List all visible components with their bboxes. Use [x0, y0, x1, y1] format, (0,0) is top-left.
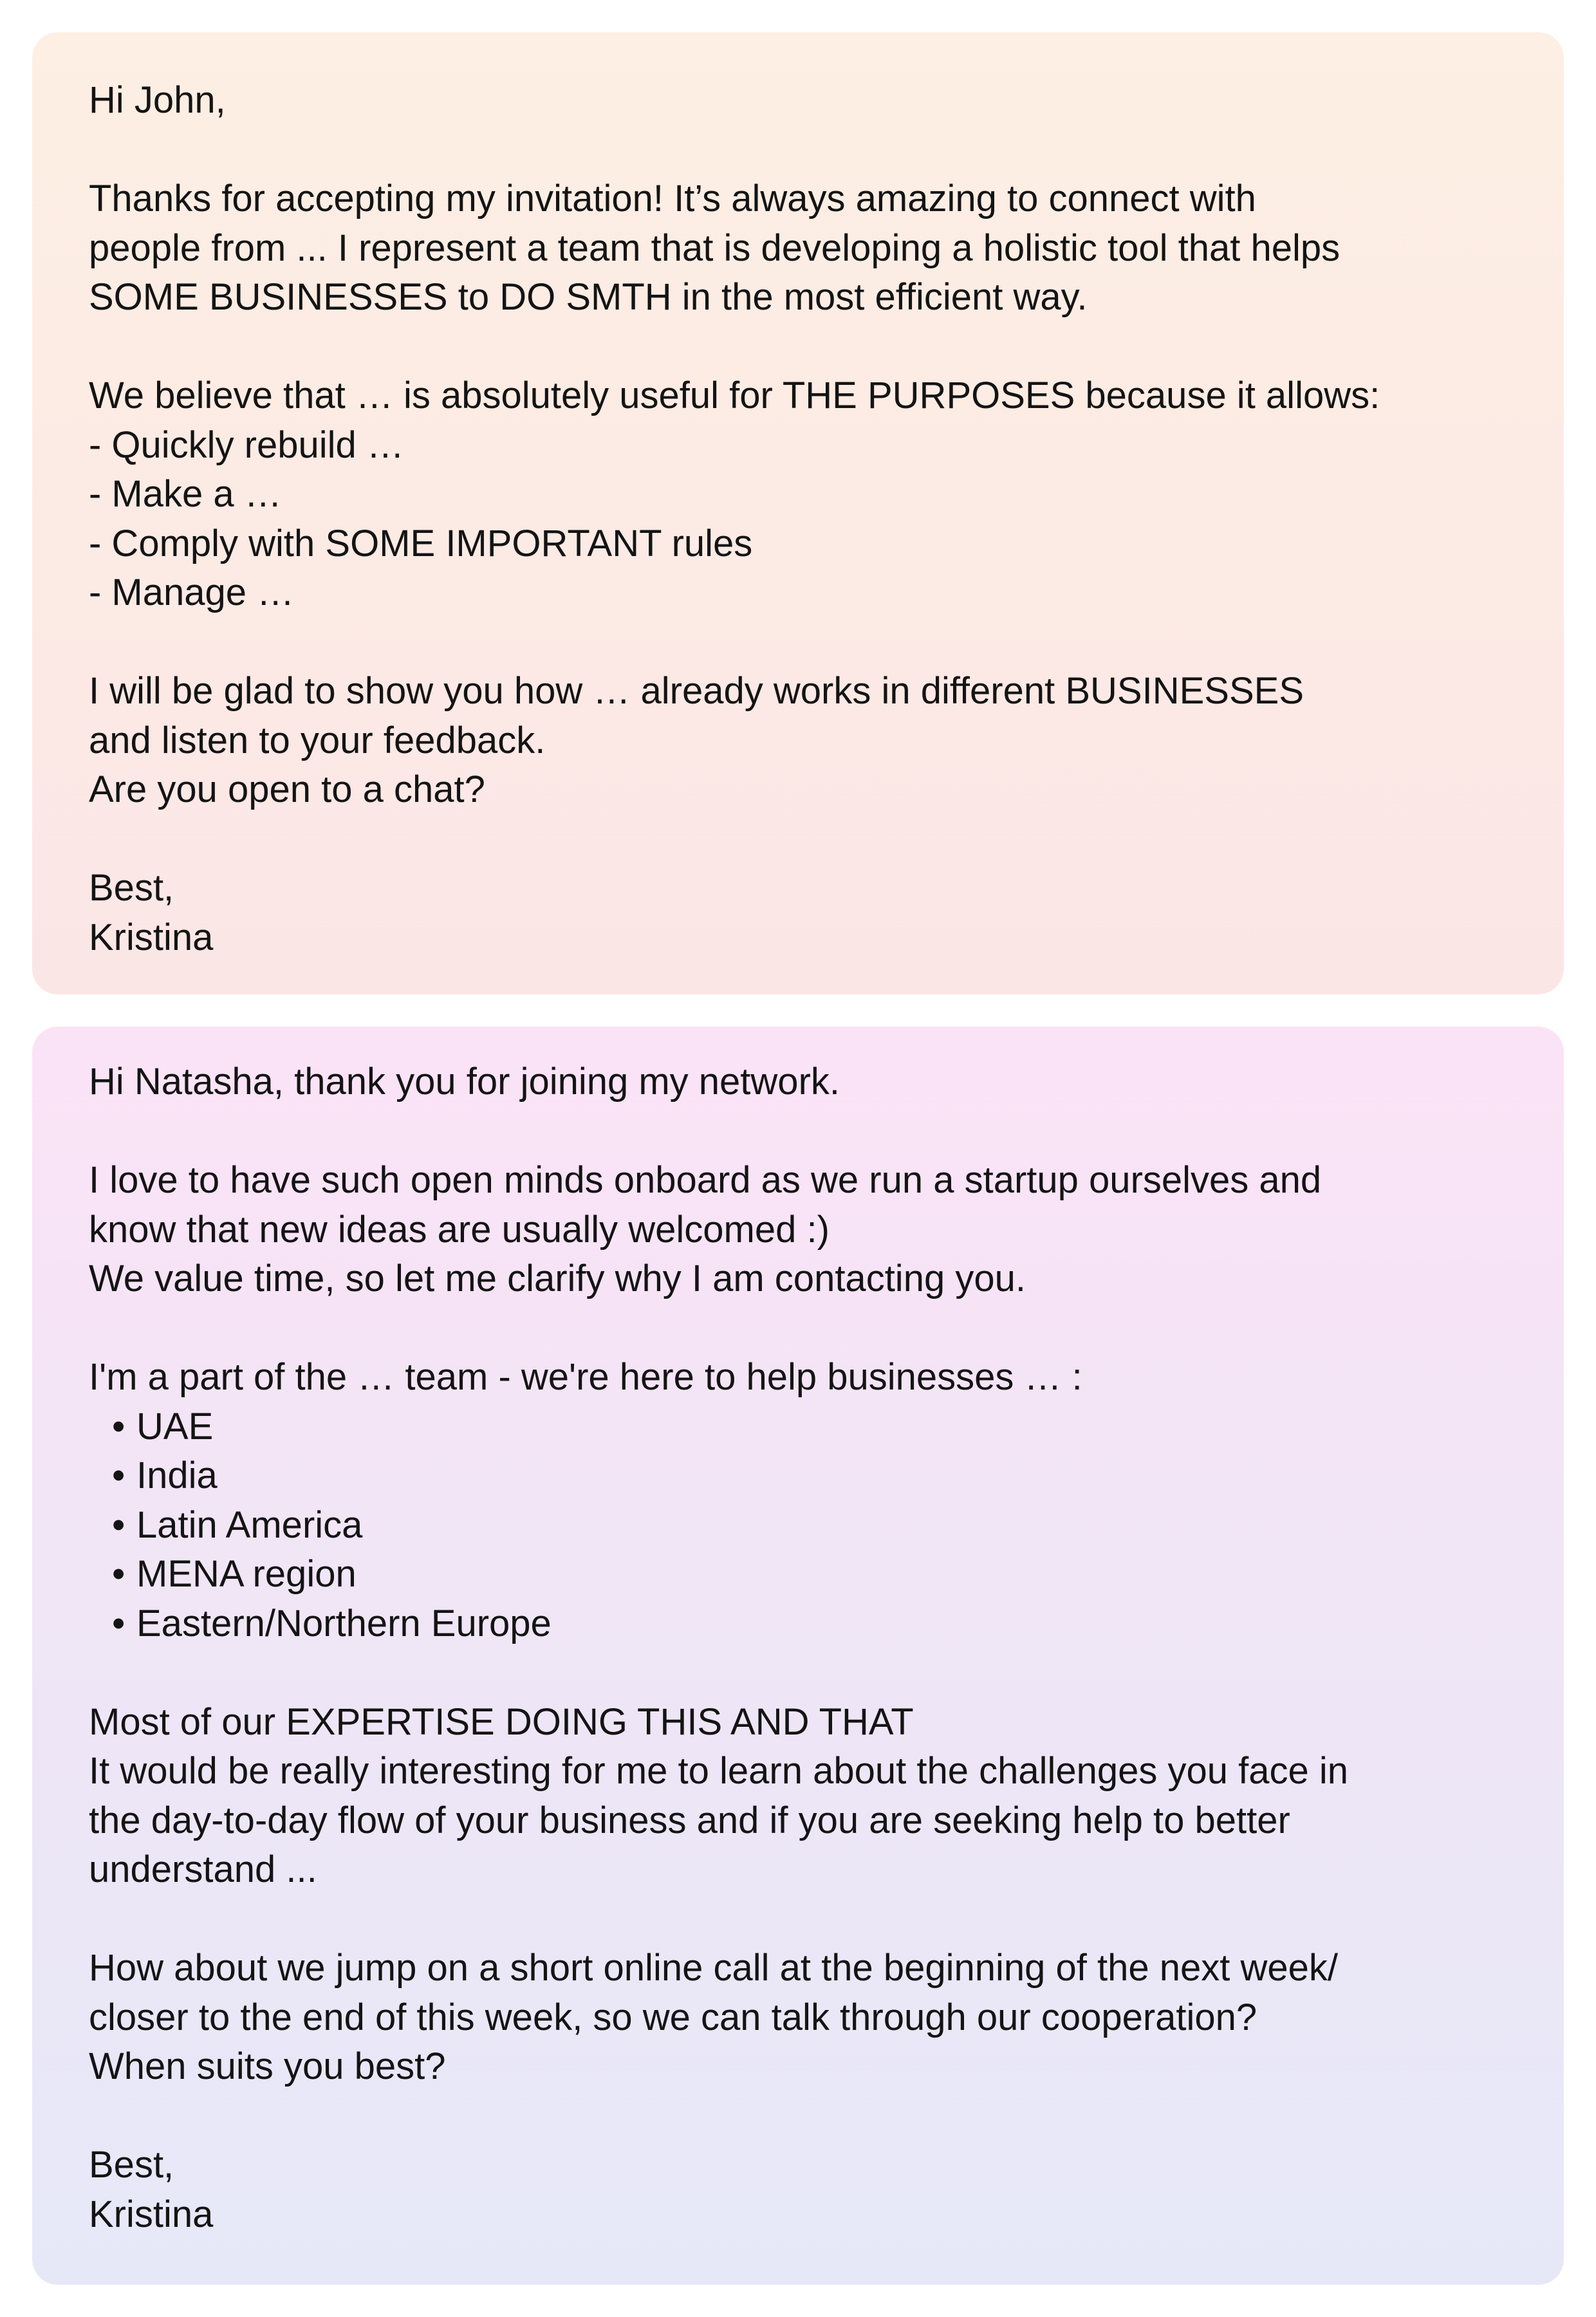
body-line: Most of our EXPERTISE DOING THIS AND THAT — [89, 1700, 914, 1743]
greeting: Hi Natasha, thank you for joining my network. — [89, 1061, 840, 1103]
list-item: - Quickly rebuild … — [89, 423, 404, 466]
signature-name: Kristina — [89, 2193, 214, 2235]
bullet-icon: • — [112, 1455, 125, 1496]
body-line: It would be really interesting for me to learn about the challenges you face in — [89, 1750, 1349, 1792]
bullet-item — [89, 1599, 1507, 1649]
bullet-icon: • — [112, 1553, 125, 1595]
body-line: I love to have such open minds onboard as we run a startup ourselves and — [89, 1159, 1322, 1201]
bullet-icon: • — [112, 1503, 125, 1546]
body-line: and listen to your feedback. — [89, 719, 546, 761]
bullet-text: Latin America — [136, 1503, 363, 1546]
body-line: understand ... — [89, 1848, 317, 1890]
body-line: closer to the end of this week, so we can talk through our cooperation? — [89, 1996, 1257, 2038]
bullet-text: India — [136, 1455, 218, 1496]
list-item: - Comply with SOME IMPORTANT rules — [89, 522, 753, 564]
body-line: people from ... I represent a team that is developing a holistic tool that helps — [89, 227, 1341, 269]
bullet-text: Eastern/Northern Europe — [136, 1602, 552, 1644]
bullet-text: UAE — [136, 1405, 214, 1447]
bullet-item — [89, 1451, 1507, 1501]
body-line: SOME BUSINESSES to DO SMTH in the most efficient way. — [89, 276, 1088, 318]
message-card-natasha — [32, 1027, 1564, 2285]
body-line: Thanks for accepting my invitation! It’s always amazing to connect with — [89, 178, 1256, 219]
bullet-item — [89, 1402, 1507, 1452]
body-line: know that new ideas are usually welcomed :) — [89, 1208, 830, 1251]
body-line: We value time, so let me clarify why I am contacting you. — [89, 1258, 1026, 1299]
signature-name: Kristina — [89, 916, 214, 958]
body-line: I will be glad to show you how … already works in different BUSINESSES — [89, 670, 1304, 712]
body-line: How about we jump on a short online call at the beginning of the next week/ — [89, 1947, 1338, 1989]
list-item: - Manage … — [89, 572, 295, 613]
body-line: the day-to-day flow of your business and if you are seeking help to better — [89, 1799, 1290, 1841]
list-item: - Make a … — [89, 473, 282, 515]
body-line: Are you open to a chat? — [89, 768, 485, 810]
bullet-item — [89, 1501, 1507, 1550]
list-intro: I'm a part of the … team - we're here to help businesses … : — [89, 1356, 1082, 1398]
bullet-icon: • — [112, 1602, 125, 1644]
bullet-text: MENA region — [136, 1553, 357, 1595]
greeting: Hi John, — [89, 79, 226, 121]
bullet-item — [89, 1550, 1507, 1599]
list-intro: We believe that … is absolutely useful for THE PURPOSES because it allows: — [89, 375, 1380, 416]
body-line: When suits you best? — [89, 2045, 446, 2087]
signoff: Best, — [89, 867, 174, 909]
signoff: Best, — [89, 2144, 174, 2186]
bullet-icon: • — [112, 1405, 125, 1447]
message-card-john — [32, 32, 1564, 994]
